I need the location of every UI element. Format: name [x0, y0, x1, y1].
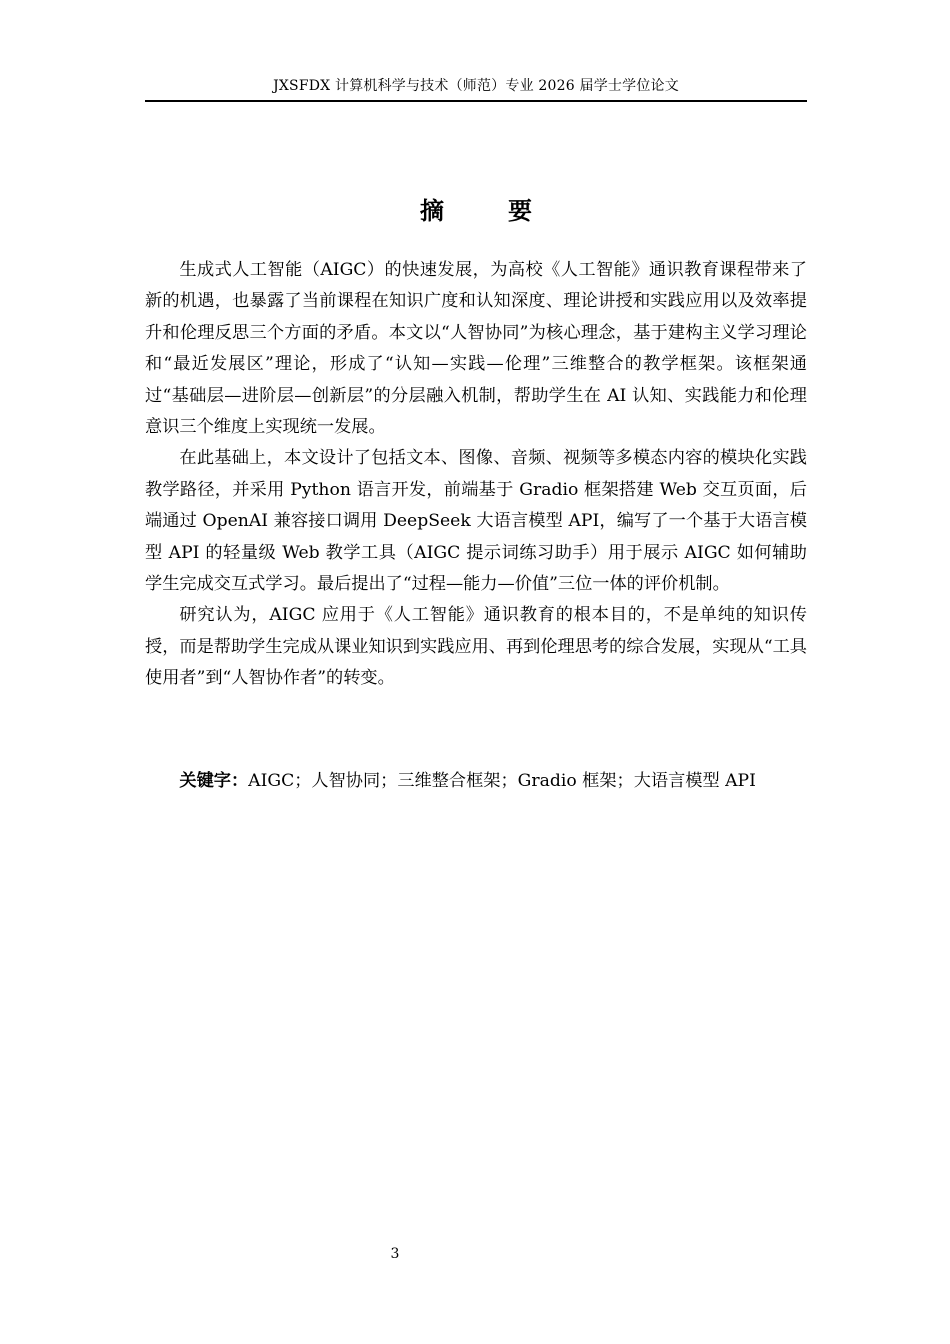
abstract-paragraph: 在此基础上，本文设计了包括文本、图像、音频、视频等多模态内容的模块化实践教学路径，并采用 Python 语言开发，前端基于 Gradio 框架搭建 Web 交互页面，后端通过 OpenAI 兼容接口调用 DeepSeek 大语言模型 API，编写了一个基于大语言模型 API 的轻量级 Web 教学工具（AIGC 提示词练习助手）用于展示 AIGC 如何辅助学生完成交互式学习。最后提出了“过程—能力—价值”三位一体的评价机制。: [145, 448, 807, 595]
header-rule: [145, 100, 807, 102]
keywords-text: AIGC；人智协同；三维整合框架；Gradio 框架；大语言模型 API: [248, 771, 756, 791]
abstract-paragraph: 生成式人工智能（AIGC）的快速发展，为高校《人工智能》通识教育课程带来了新的机遇，也暴露了当前课程在知识广度和认知深度、理论讲授和实践应用以及效率提升和伦理反思三个方面的矛盾。本文以“人智协同”为核心理念，基于建构主义学习理论和“最近发展区”理论，形成了“认知—实践—伦理”三维整合的教学框架。该框架通过“基础层—进阶层—创新层”的分层融入机制，帮助学生在 AI 认知、实践能力和伦理意识三个维度上实现统一发展。: [145, 260, 807, 438]
abstract-title: 摘 要: [420, 197, 552, 225]
abstract-body: [145, 255, 807, 695]
abstract-paragraph: 研究认为，AIGC 应用于《人工智能》通识教育的根本目的，不是单纯的知识传授，而是帮助学生完成从课业知识到实践应用、再到伦理思考的综合发展，实现从“工具使用者”到“人智协作者”的转变。: [145, 605, 807, 689]
page-number: 3: [390, 1246, 400, 1262]
keywords-line: [145, 766, 807, 797]
keywords-label: 关键字：: [179, 771, 249, 791]
running-header: JXSFDX 计算机科学与技术（师范）专业 2026 届学士学位论文: [273, 78, 679, 94]
